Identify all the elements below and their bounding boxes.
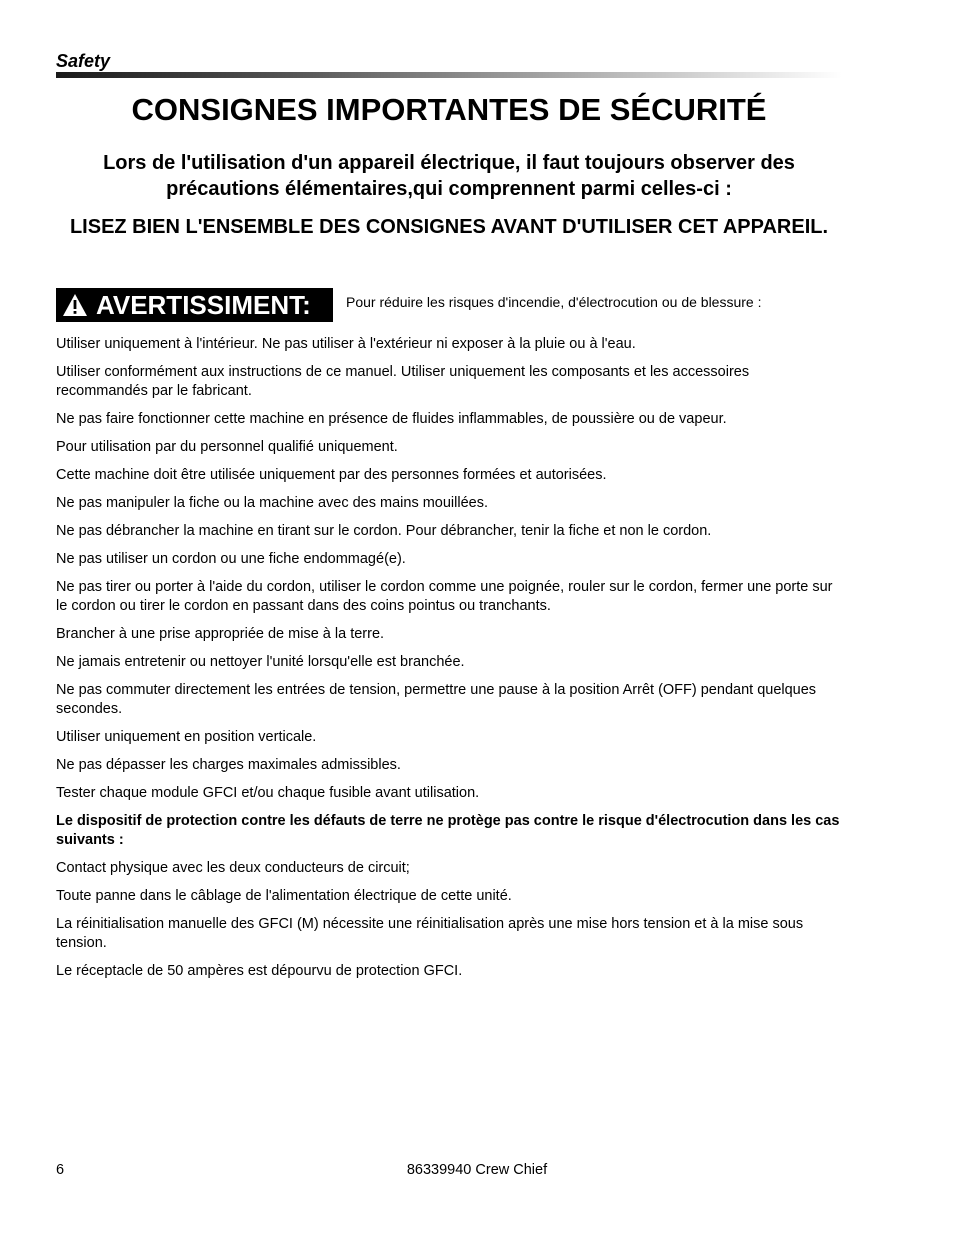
list-item: Le réceptacle de 50 ampères est dépourvu de protection GFCI. [56, 963, 463, 979]
section-tag: Safety [56, 51, 111, 71]
list-item: Brancher à une prise appropriée de mise à la terre. [56, 626, 385, 642]
warning-badge [56, 288, 333, 322]
subtitle: Lors de l'utilisation d'un appareil électrique, il faut toujours observer des précautions élémentaires,qui comprennent parmi celles-ci : [103, 152, 795, 200]
list-item: Ne pas débrancher la machine en tirant sur le cordon. Pour débrancher, tenir la fiche et non le cordon. [56, 523, 712, 539]
page-number: 6 [56, 1162, 65, 1178]
list-item: Ne pas commuter directement les entrées de tension, permettre une pause à la position Arrêt (OFF) pendant quelques secondes. [56, 682, 817, 717]
safety-list [56, 335, 842, 990]
list-item: Cette machine doit être utilisée uniquement par des personnes formées et autorisées. [56, 467, 607, 483]
list-item: Ne pas utiliser un cordon ou une fiche endommagé(e). [56, 551, 406, 567]
warning-label: AVERTISSIMENT: [96, 289, 311, 320]
list-item: Tester chaque module GFCI et/ou chaque fusible avant utilisation. [56, 785, 480, 801]
list-item: Ne pas faire fonctionner cette machine en présence de fluides inflammables, de poussière ou de vapeur. [56, 411, 727, 427]
list-item: Pour utilisation par du personnel qualifié uniquement. [56, 439, 398, 455]
read-all-notice: LISEZ BIEN L'ENSEMBLE DES CONSIGNES AVANT D'UTILISER CET APPAREIL. [69, 216, 829, 238]
page-title: CONSIGNES IMPORTANTES DE SÉCURITÉ [131, 92, 767, 127]
gfci-note: Le dispositif de protection contre les défauts de terre ne protège pas contre le risque d'électrocution dans les cas suivants : [56, 813, 840, 848]
list-item: La réinitialisation manuelle des GFCI (M) nécessite une réinitialisation après une mise hors tension et à la mise sous tension. [56, 916, 804, 951]
header-rule [56, 72, 842, 78]
list-item: Ne pas tirer ou porter à l'aide du cordon, utiliser le cordon comme une poignée, rouler sur le cordon, fermer une porte sur le cordon ou tirer le cordon en passant dans des coins pointus ou tranchants. [56, 579, 833, 614]
warning-text: Pour réduire les risques d'incendie, d'électrocution ou de blessure : [346, 294, 762, 310]
list-item: Ne pas manipuler la fiche ou la machine avec des mains mouillées. [56, 495, 488, 511]
list-item: Utiliser conformément aux instructions de ce manuel. Utiliser uniquement les composants et les accessoires recommandés par le fabricant. [56, 364, 750, 399]
warning-triangle-icon [62, 293, 88, 317]
list-item: Utiliser uniquement en position verticale. [56, 729, 317, 745]
list-item: Ne jamais entretenir ou nettoyer l'unité lorsqu'elle est branchée. [56, 654, 465, 670]
warning-row [56, 288, 842, 324]
list-item: Toute panne dans le câblage de l'alimentation électrique de cette unité. [56, 888, 512, 904]
list-item: Contact physique avec les deux conducteurs de circuit; [56, 860, 410, 876]
list-item: Utiliser uniquement à l'intérieur. Ne pas utiliser à l'extérieur ni exposer à la pluie ou à l'eau. [56, 336, 636, 352]
list-item: Ne pas dépasser les charges maximales admissibles. [56, 757, 401, 773]
document-id: 86339940 Crew Chief [406, 1162, 548, 1178]
